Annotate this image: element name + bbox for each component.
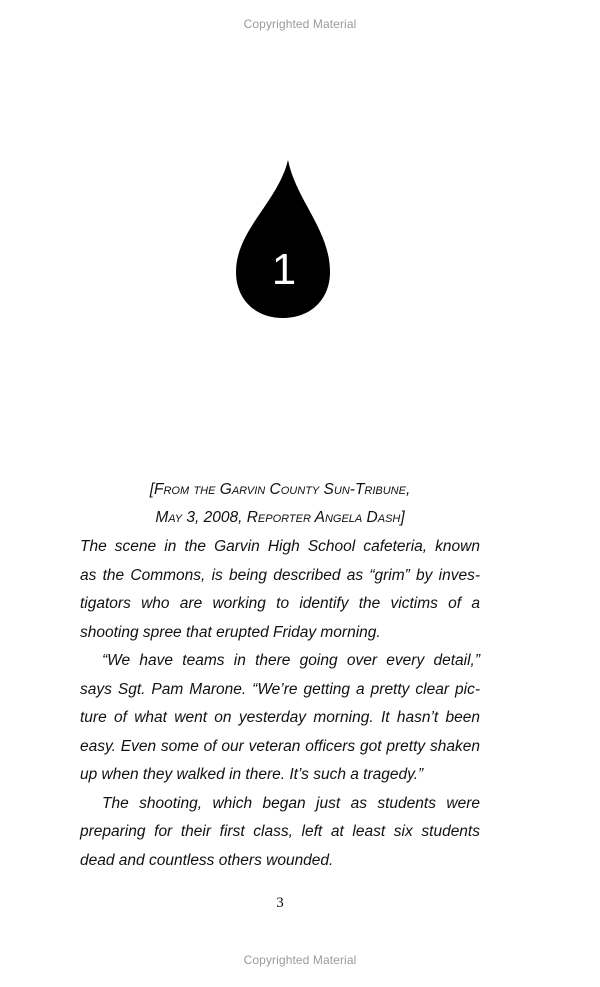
paragraph-2-line: up when they walked in there. It’s such a tragedy.” (80, 766, 424, 783)
article-body (80, 533, 480, 875)
paragraph-1-line: shooting spree that erupted Friday morning. (80, 623, 381, 641)
dateline-date-reporter: May 3, 2008, Reporter Angela Dash] (155, 509, 405, 526)
paragraph-2-line: ture of what went on yesterday morning. It hasn’t been (80, 709, 480, 726)
chapter-drop-icon (234, 160, 334, 320)
paragraph-2-line: “We have teams in there going over every detail,” (102, 652, 480, 669)
page-number: 3 (276, 895, 284, 911)
copyright-watermark-bottom: Copyrighted Material (243, 953, 357, 967)
copyright-watermark-top: Copyrighted Material (243, 17, 357, 31)
paragraph-2-line: easy. Even some of our veteran officers got pretty shaken (80, 737, 480, 755)
paragraph-3-line: preparing for their first class, left at least six students (80, 823, 480, 840)
chapter-number: 1 (271, 245, 297, 294)
paragraph-2-line: says Sgt. Pam Marone. “We’re getting a pretty clear pic- (80, 680, 480, 698)
paragraph-1-line: as the Commons, is being described as “grim” by inves- (80, 566, 480, 584)
drop-shape (234, 160, 334, 320)
dateline-source: [From the Garvin County Sun-Tribune, (149, 481, 411, 498)
paragraph-3-line: dead and countless others wounded. (80, 851, 334, 869)
paragraph-1-line: The scene in the Garvin High School cafeteria, known (80, 538, 480, 555)
paragraph-1-line: tigators who are working to identify the victims of a (80, 595, 480, 612)
paragraph-3-line: The shooting, which began just as students were (102, 794, 480, 812)
